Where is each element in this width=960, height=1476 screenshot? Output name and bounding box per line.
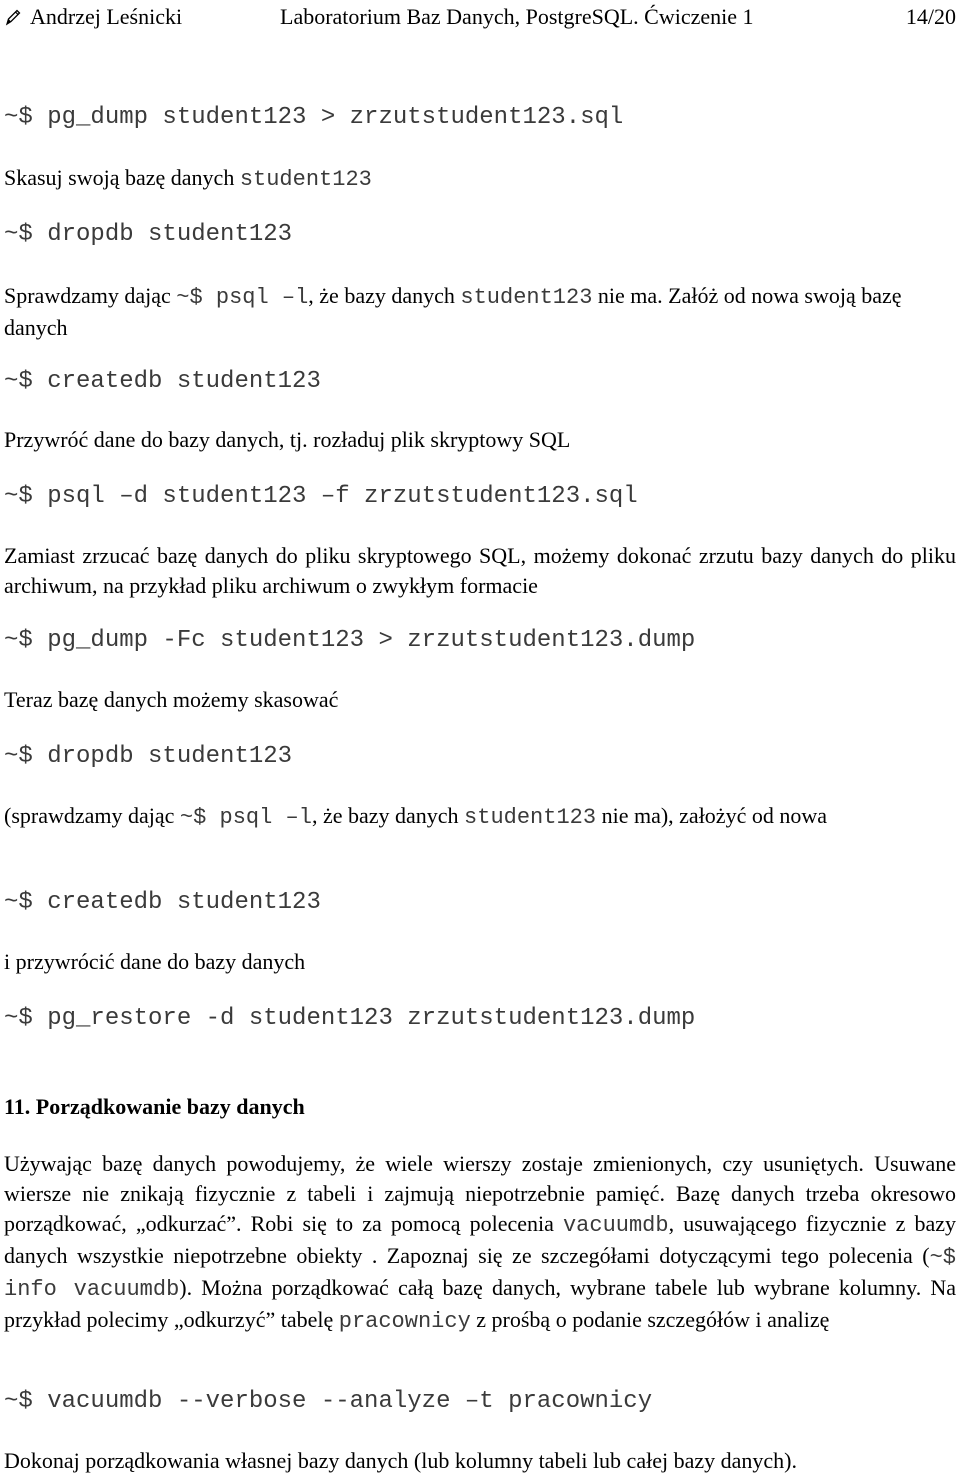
command-pg-dump-fc: ~$ pg_dump -Fc student123 > zrzutstudent123.dump (4, 627, 696, 654)
text-span: , że bazy danych (308, 283, 461, 308)
paragraph-check-recreate (4, 801, 956, 833)
command-dropdb: ~$ dropdb student123 (4, 221, 293, 248)
inline-code-dbname: student123 (460, 285, 593, 310)
paragraph-restore-2: i przywrócić dane do bazy danych (4, 949, 306, 974)
author-name: Andrzej Leśnicki (30, 4, 183, 29)
paragraph-vacuum (4, 1149, 956, 1337)
inline-code-psql-list: ~$ psql –l (176, 285, 309, 310)
text-span: z prośbą o podanie szczegółów i analizę (470, 1307, 830, 1332)
text-span: nie ma. Załóż od nowa swoją bazę danych (4, 283, 902, 340)
inline-code-vacuumdb: vacuumdb (562, 1213, 669, 1238)
text-span: ). Można porządkować całą bazę danych, wybrane tabele lub wybrane kolumny. Na przykład polecimy „odkurzyć” tabelę (4, 1275, 956, 1332)
document-title: Laboratorium Baz Danych, PostgreSQL. Ćwiczenie 1 (280, 4, 754, 29)
text-span: nie ma), założyć od nowa (596, 803, 827, 828)
command-createdb: ~$ createdb student123 (4, 368, 321, 395)
inline-code-dbname: student123 (464, 805, 597, 830)
text-span: , usuwającego fizycznie z bazy danych wszystkie niepotrzebne obiekty . Zapoznaj się ze szczegółami dotyczącymi tego polecenia ( (4, 1211, 956, 1268)
section-heading: 11. Porządkowanie bazy danych (4, 1094, 305, 1119)
command-vacuumdb: ~$ vacuumdb --verbose --analyze –t pracownicy (4, 1388, 653, 1415)
inline-code-dbname: student123 (239, 167, 372, 192)
header-author (4, 2, 182, 35)
paragraph-archive: Zamiast zrzucać bazę danych do pliku skryptowego SQL, możemy dokonać zrzutu bazy danych do pliku archiwum, na przykład pliku archiwum o zwykłym formacie (4, 543, 956, 598)
page-header (4, 2, 956, 32)
inline-code-psql-list: ~$ psql –l (179, 805, 312, 830)
inline-code-info: ~$ info vacuumdb (4, 1245, 956, 1302)
command-pg-dump-sql: ~$ pg_dump student123 > zrzutstudent123.sql (4, 104, 624, 131)
command-pg-restore: ~$ pg_restore -d student123 zrzutstudent123.dump (4, 1005, 696, 1032)
text-span: Sprawdzamy dając (4, 283, 177, 308)
command-dropdb-2: ~$ dropdb student123 (4, 743, 293, 770)
text-span: (sprawdzamy dając (4, 803, 180, 828)
paragraph-text: Skasuj swoją bazę danych (4, 165, 240, 190)
command-psql-restore: ~$ psql –d student123 –f zrzutstudent123.sql (4, 483, 638, 510)
command-createdb-2: ~$ createdb student123 (4, 889, 321, 916)
paragraph-delete-db (4, 163, 956, 195)
text-span: , że bazy danych (311, 803, 465, 828)
inline-code-table: pracownicy (338, 1309, 471, 1334)
paragraph-restore: Przywróć dane do bazy danych, tj. rozładuj plik skryptowy SQL (4, 427, 571, 452)
page-number: 14/20 (905, 4, 956, 29)
paragraph-check-db (4, 281, 956, 343)
paragraph-delete-now: Teraz bazę danych możemy skasować (4, 687, 339, 712)
text-span: Używając bazę danych powodujemy, że wiele wierszy zostaje zmienionych, czy usuniętych. Usuwane wiersze nie znikają fizycznie z tabeli i zajmują niepotrzebnie pamięć. Bazę danych trzeba okresowo porządkować, „odkurzać”. Robi się to za pomocą polecenia (4, 1151, 956, 1236)
pencil-icon (4, 5, 22, 35)
paragraph-task: Dokonaj porządkowania własnej bazy danych (lub kolumny tabeli lub całej bazy danych). (4, 1448, 797, 1473)
